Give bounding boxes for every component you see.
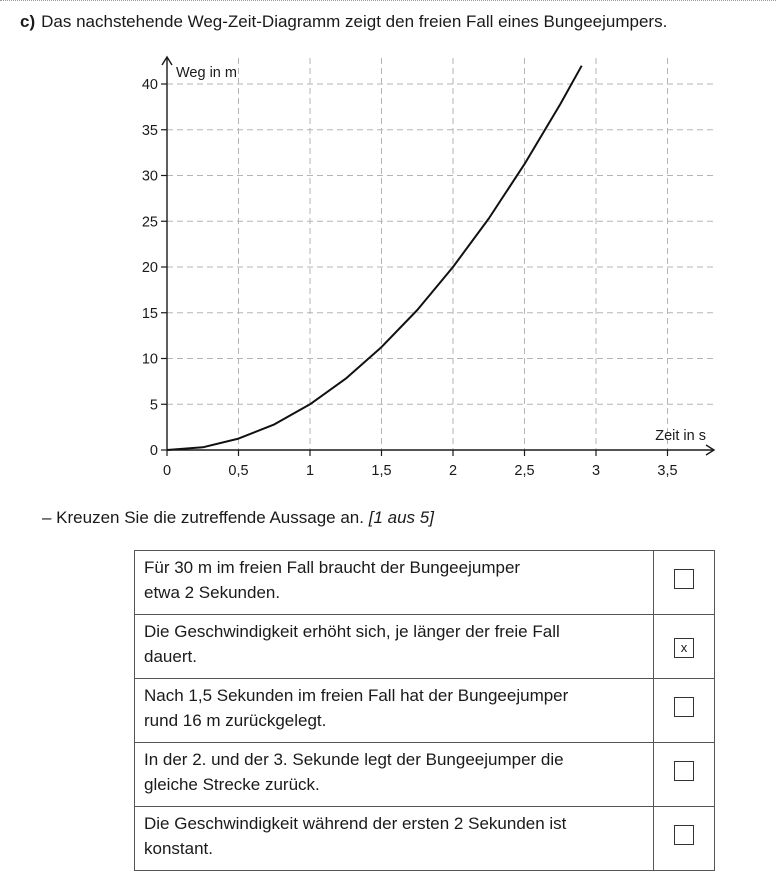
answer-checkbox[interactable]: x — [674, 638, 694, 658]
x-tick-label: 2 — [448, 463, 458, 479]
answer-checkbox-cell — [654, 743, 715, 807]
chart-series — [167, 66, 582, 450]
answer-statement-line: konstant. — [144, 839, 213, 858]
x-axis-label: Zeit in s — [655, 428, 706, 444]
y-tick-label: 40 — [141, 77, 158, 93]
y-axis-label: Weg in m — [176, 65, 237, 81]
y-tick-label: 0 — [149, 443, 158, 459]
y-tick-label: 30 — [141, 168, 158, 185]
instruction — [42, 508, 434, 528]
answer-statement-line: etwa 2 Sekunden. — [144, 583, 281, 602]
answer-statement — [135, 743, 654, 807]
y-tick-label: 25 — [141, 214, 158, 231]
answer-statement — [135, 551, 654, 615]
answer-statement — [135, 807, 654, 871]
heading-text: Das nachstehende Weg-Zeit-Diagramm zeigt den freien Fall eines Bungeejumpers. — [41, 12, 668, 31]
instruction-text: – Kreuzen Sie die zutreffende Aussage an. — [42, 508, 364, 527]
answer-row — [135, 807, 715, 871]
y-tick-label: 35 — [141, 122, 158, 139]
y-tick-label: 20 — [141, 260, 158, 276]
x-tick-label: 2,5 — [514, 463, 535, 479]
x-tick-label: 1,5 — [371, 463, 392, 479]
x-tick-label: 3,5 — [657, 463, 678, 479]
answer-checkbox[interactable] — [674, 825, 694, 845]
x-tick-label: 3 — [591, 463, 601, 479]
chart-grid — [167, 58, 714, 450]
distance-curve — [167, 66, 582, 450]
y-tick-label: 5 — [149, 397, 158, 414]
chart-ticks — [142, 77, 678, 479]
part-label: c) — [20, 12, 36, 31]
x-tick-label: 0 — [162, 463, 172, 479]
y-tick-label: 15 — [141, 305, 158, 322]
answer-table-body — [135, 551, 715, 871]
answer-checkbox-cell — [654, 551, 715, 615]
answer-statement-line: Nach 1,5 Sekunden im freien Fall hat der Bungeejumper — [144, 686, 569, 705]
answer-statement-line: dauert. — [144, 647, 197, 666]
chart-axes — [162, 57, 714, 455]
answer-statement-line: Die Geschwindigkeit während der ersten 2 Sekunden ist — [144, 814, 567, 833]
answer-checkbox[interactable] — [674, 761, 694, 781]
y-tick-label: 10 — [141, 351, 158, 368]
answer-statement-line: rund 16 m zurückgelegt. — [144, 711, 327, 730]
answer-statement-line: gleiche Strecke zurück. — [144, 775, 320, 794]
answer-checkbox-cell — [654, 807, 715, 871]
answer-row — [135, 615, 715, 679]
answer-checkbox[interactable] — [674, 697, 694, 717]
x-tick-label: 0,5 — [228, 463, 249, 479]
answer-checkbox-cell — [654, 679, 715, 743]
answer-statement-line: In der 2. und der 3. Sekunde legt der Bungeejumper die — [144, 750, 564, 769]
answer-checkbox[interactable] — [674, 569, 694, 589]
answer-table — [134, 550, 715, 871]
answer-row — [135, 551, 715, 615]
answer-statement-line: Für 30 m im freien Fall braucht der Bungeejumper — [144, 558, 521, 577]
answer-row — [135, 743, 715, 807]
instruction-hint: [1 aus 5] — [368, 508, 434, 527]
answer-statement — [135, 615, 654, 679]
answer-checkbox-cell — [654, 615, 715, 679]
answer-statement — [135, 679, 654, 743]
answer-row — [135, 679, 715, 743]
answer-statement-line: Die Geschwindigkeit erhöht sich, je länger der freie Fall — [144, 622, 560, 641]
x-tick-label: 1 — [305, 463, 315, 479]
